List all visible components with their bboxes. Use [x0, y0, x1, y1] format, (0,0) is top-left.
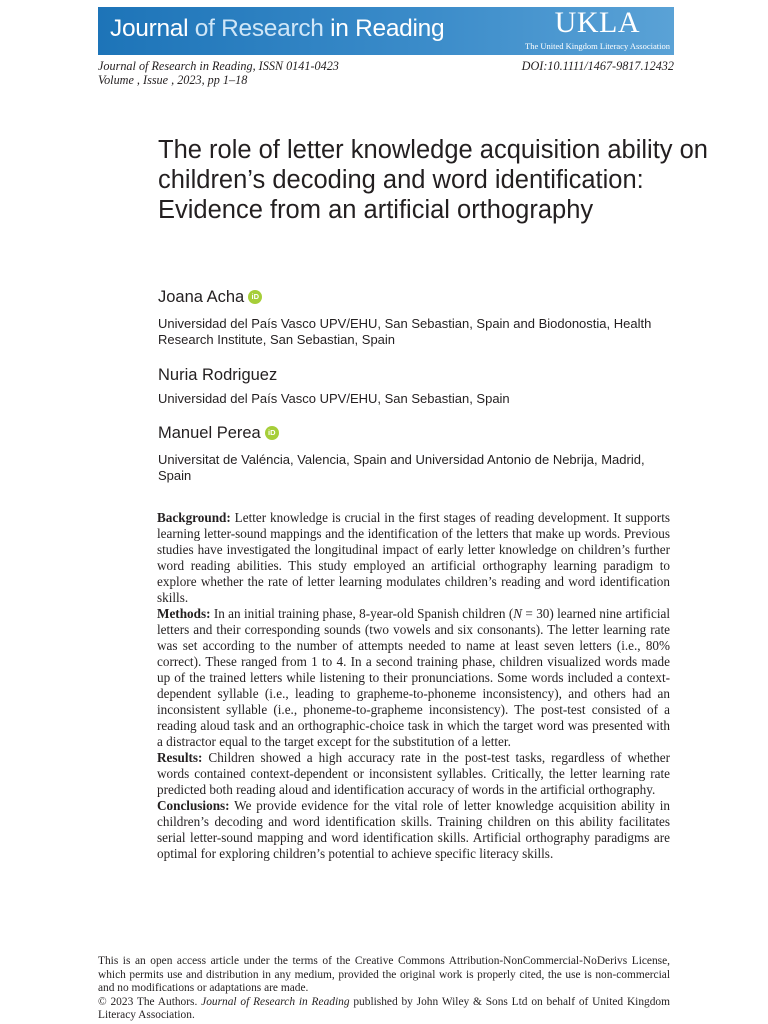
journal-name: Journal of Research in Reading [110, 15, 445, 42]
orcid-icon[interactable] [265, 426, 279, 440]
abstract-methods: Methods: In an initial training phase, 8-year-old Spanish children (N = 30) learned nine artificial letters and their corresponding sounds (two vowels and six consonants). The letter learning rate was set according to the number of attempts needed to name at least seven letters (i.e., 80% correct). These ranged from 1 to 4. In a second training phase, children visualized words made up of the trained letters while listening to their pronunciations. Some words included a context-dependent syllable (i.e., leading to grapheme-to-phoneme inconsistency), and others had an inconsistent syllable (i.e., phoneme-to-grapheme inconsistency). The post-test consisted of a reading aloud task and an orthographic-choice task in which the target word was presented with a distractor equal to the target except for the substitution of a letter. [157, 606, 671, 749]
abstract-conclusions: Conclusions: We provide evidence for the vital role of letter knowledge acquisition ability in children’s decoding and word identification skills. Training children on this ability facilitates serial letter-sound mapping and word identification skills. Artificial orthography paradigms are optimal for exploring children’s potential to achieve specific literacy skills. [157, 798, 670, 861]
abstract [157, 510, 670, 862]
license-text: This is an open access article under the terms of the Creative Commons Attribution-NonCommercial-NoDerivs License, which permits use and distribution in any medium, provided the original work is properly cited, the use is non-commercial and no modifications or adaptations are made. [98, 955, 670, 994]
article-title: The role of letter knowledge acquisition ability on children’s decoding and word identification: Evidence from an artificial orthography [158, 136, 708, 224]
ukla-logo-subtext: The United Kingdom Literacy Association [525, 41, 670, 51]
doi-link[interactable]: DOI:10.1111/1467-9817.12432 [521, 59, 674, 73]
copyright-text: © 2023 The Authors. Journal of Research in Reading published by John Wiley & Sons Ltd on behalf of United Kingdom Literacy Association. [98, 995, 670, 1021]
abstract-results: Results: Children showed a high accuracy rate in the post-test tasks, regardless of whether words contained context-dependent or inconsistent syllables. Critically, the letter learning rate predicted both reading aloud and identification accuracy of words in the artificial orthography. [157, 750, 670, 797]
author-name: Joana Acha iD [158, 287, 262, 307]
journal-banner [98, 7, 674, 55]
author-name: Nuria Rodriguez [158, 366, 278, 384]
orcid-icon[interactable] [248, 290, 262, 304]
journal-citation: Journal of Research in Reading, ISSN 0141-0423 Volume , Issue , 2023, pp 1–18 [98, 59, 339, 87]
author-affiliation: Universidad del País Vasco UPV/EHU, San Sebastian, Spain and Biodonostia, Health Research Institute, San Sebastian, Spain [158, 316, 652, 347]
author-affiliation: Universidad del País Vasco UPV/EHU, San Sebastian, Spain [158, 391, 510, 406]
abstract-background: Background: Letter knowledge is crucial in the first stages of reading development. It supports learning letter-sound mappings and the identification of the letters that make up words. Previous studies have investigated the longitudinal impact of early letter knowledge on children’s further word reading abilities. This study employed an artificial orthography learning paradigm to explore whether the rate of letter learning modulates children’s reading and word identification skills. [157, 510, 670, 605]
ukla-logo: UKLA [554, 6, 640, 39]
license-footer [98, 955, 670, 1023]
author-affiliation: Universitat de Valéncia, Valencia, Spain and Universidad Antonio de Nebrija, Madrid, Spain [158, 452, 645, 483]
author-name: Manuel Perea iD [158, 423, 279, 443]
